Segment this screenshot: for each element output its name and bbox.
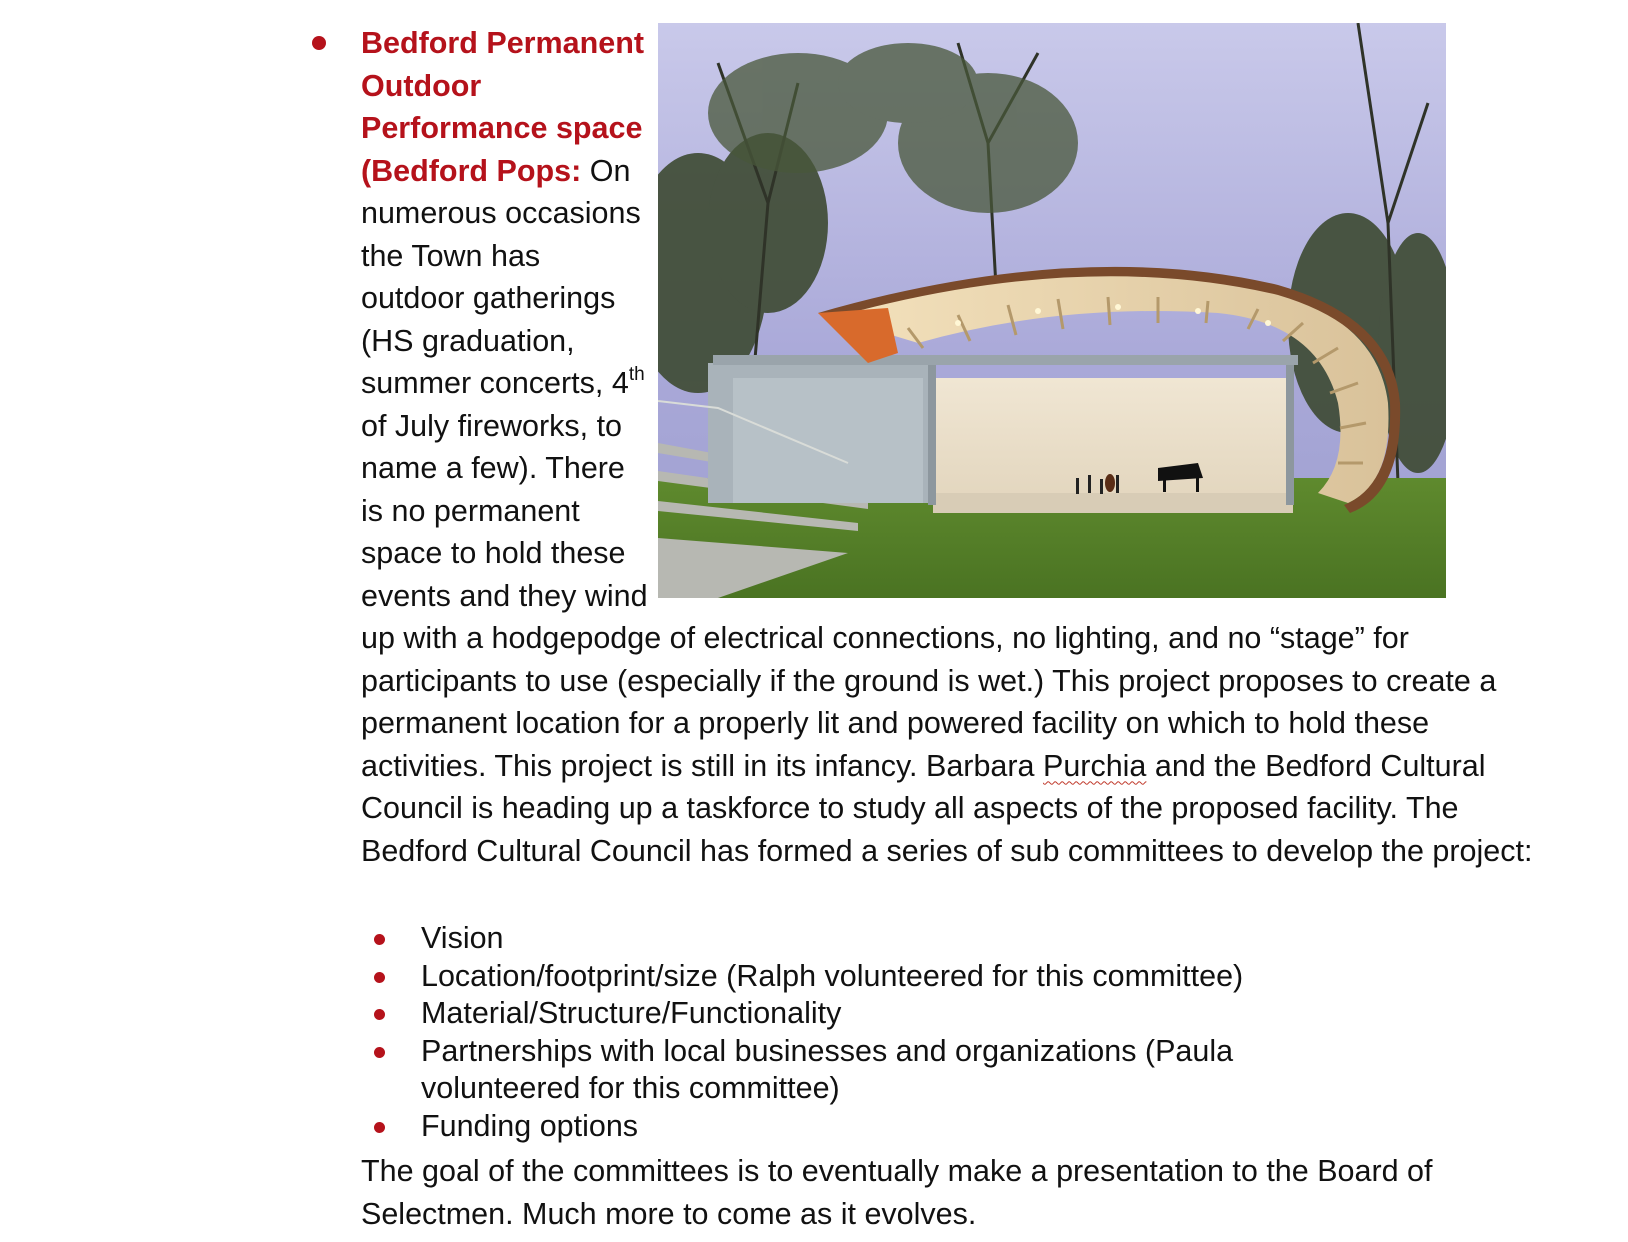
ordinal-suffix: th <box>628 364 645 385</box>
list-item <box>361 995 1461 1033</box>
bullet-dot-icon <box>374 972 385 983</box>
bullet-dot-icon <box>374 934 385 945</box>
list-item <box>361 958 1461 996</box>
list-item <box>361 920 1461 958</box>
list-item <box>361 1033 1461 1108</box>
bullet-dot-icon <box>312 36 326 50</box>
spelling-flagged-word: Purchia <box>1042 748 1147 783</box>
closing-paragraph: The goal of the committees is to eventually make a presentation to the Board of Selectmen. Much more to come as it evolves. <box>361 1154 1433 1231</box>
subcommittee-list <box>361 920 1461 1145</box>
body-text: On numerous occasions the Town has outdoor gatherings (HS graduation, summer concerts, 4 <box>361 153 641 400</box>
list-item-text: Location/footprint/size (Ralph volunteered for this committee) <box>421 958 1244 993</box>
body-text-end: and the Bedford Cultural Council is heading up a taskforce to study all aspects of the proposed facility. The Bedford Cultural Council has formed a series of sub committees to develop the project: <box>361 748 1533 868</box>
list-item-text: Material/Structure/Functionality <box>421 996 842 1030</box>
bullet-dot-icon <box>374 1122 385 1133</box>
list-item-text: Vision <box>421 921 504 955</box>
bullet-dot-icon <box>374 1047 385 1058</box>
bullet-dot-icon <box>374 1009 385 1020</box>
body-text-continued: of July fireworks, to name a few). There is no permanent space to hold these events and they wind up with a hodgepodge of electrical connections, no lighting, and no “stage” for participants to use (especially if the ground is wet.) This project proposes to create a permanent location for a properly lit and powered facility on which to hold these activities. This project is still in its infancy. Barbara <box>361 408 1497 783</box>
section-heading: Bedford Permanent Outdoor Performance space (Bedford Pops: <box>361 26 645 188</box>
list-item-text: Partnerships with local businesses and organizations (Paula volunteered for this committee) <box>421 1033 1234 1105</box>
list-item <box>361 1108 1461 1146</box>
image-wrap-spacer <box>651 22 1561 602</box>
list-item-text: Funding options <box>421 1108 639 1143</box>
project-description <box>361 22 1561 872</box>
